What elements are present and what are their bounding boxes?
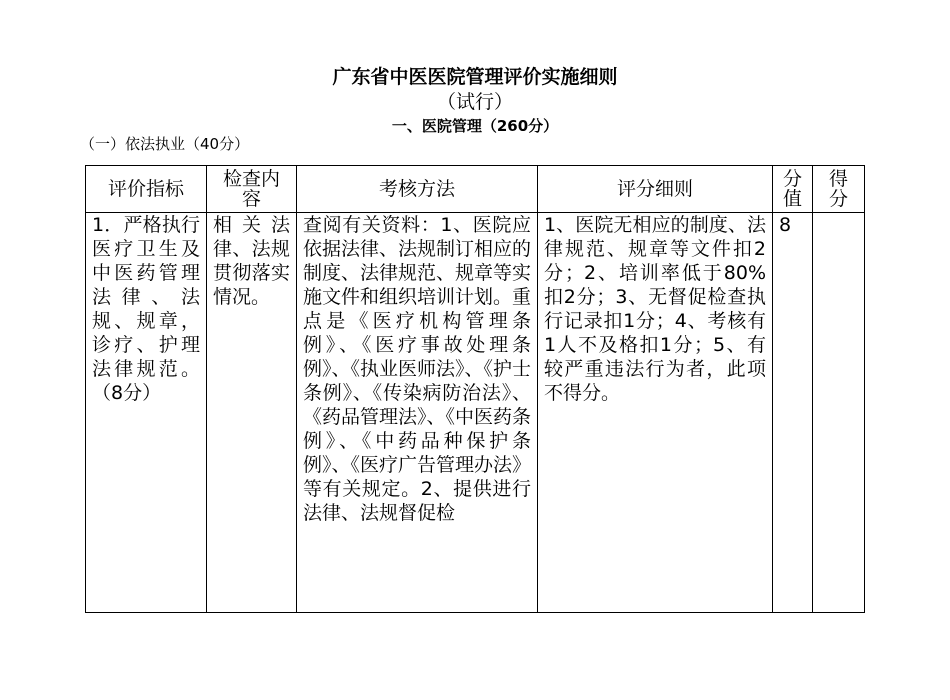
header-scoring: 评分细则 <box>616 178 693 200</box>
document-title: 广东省中医医院管理评价实施细则 <box>332 66 618 88</box>
header-indicator: 评价指标 <box>107 178 184 200</box>
evaluation-table <box>85 165 865 613</box>
row-scoring: 1、医院无相应的制度、法律规范、规章等文件扣2分；2、培训率低于80%扣2分；3、无督促检查执行记录扣1分；4、考核有1人不及格扣1分；5、有较严重违法行为者，此项不得分。 <box>544 214 766 404</box>
row-obtained <box>813 213 864 612</box>
row-indicator: 1．严格执行医疗卫生及中医药管理法律、法规、规章，诊疗、护理法律规范。（8分） <box>92 214 200 404</box>
document-subtitle: （试行） <box>436 91 513 113</box>
subsection-heading: （一）依法执业（40分） <box>80 135 250 153</box>
row-score: 8 <box>779 214 792 236</box>
header-obtained: 得分 <box>828 168 848 210</box>
section-heading: 一、医院管理（260分） <box>391 117 559 135</box>
header-method: 考核方法 <box>378 178 455 200</box>
row-method: 查阅有关资料：1、医院应依据法律、法规制订相应的制度、法律规范、规章等实施文件和组织培训计划。重点是《医疗机构管理条例》、《医疗事故处理条例》、《执业医师法》、《护士条例》、《传染病防治法》、《药品管理法》、《中医药条例》、《中药品种保护条例》、《医疗广告管理办法》等有关规定。2、提供进行法律、法规督促检 <box>303 214 532 524</box>
header-score: 分值 <box>782 168 802 210</box>
row-content: 相关法律、法规贯彻落实情况。 <box>213 214 290 308</box>
header-content: 检查内容 <box>222 168 280 210</box>
